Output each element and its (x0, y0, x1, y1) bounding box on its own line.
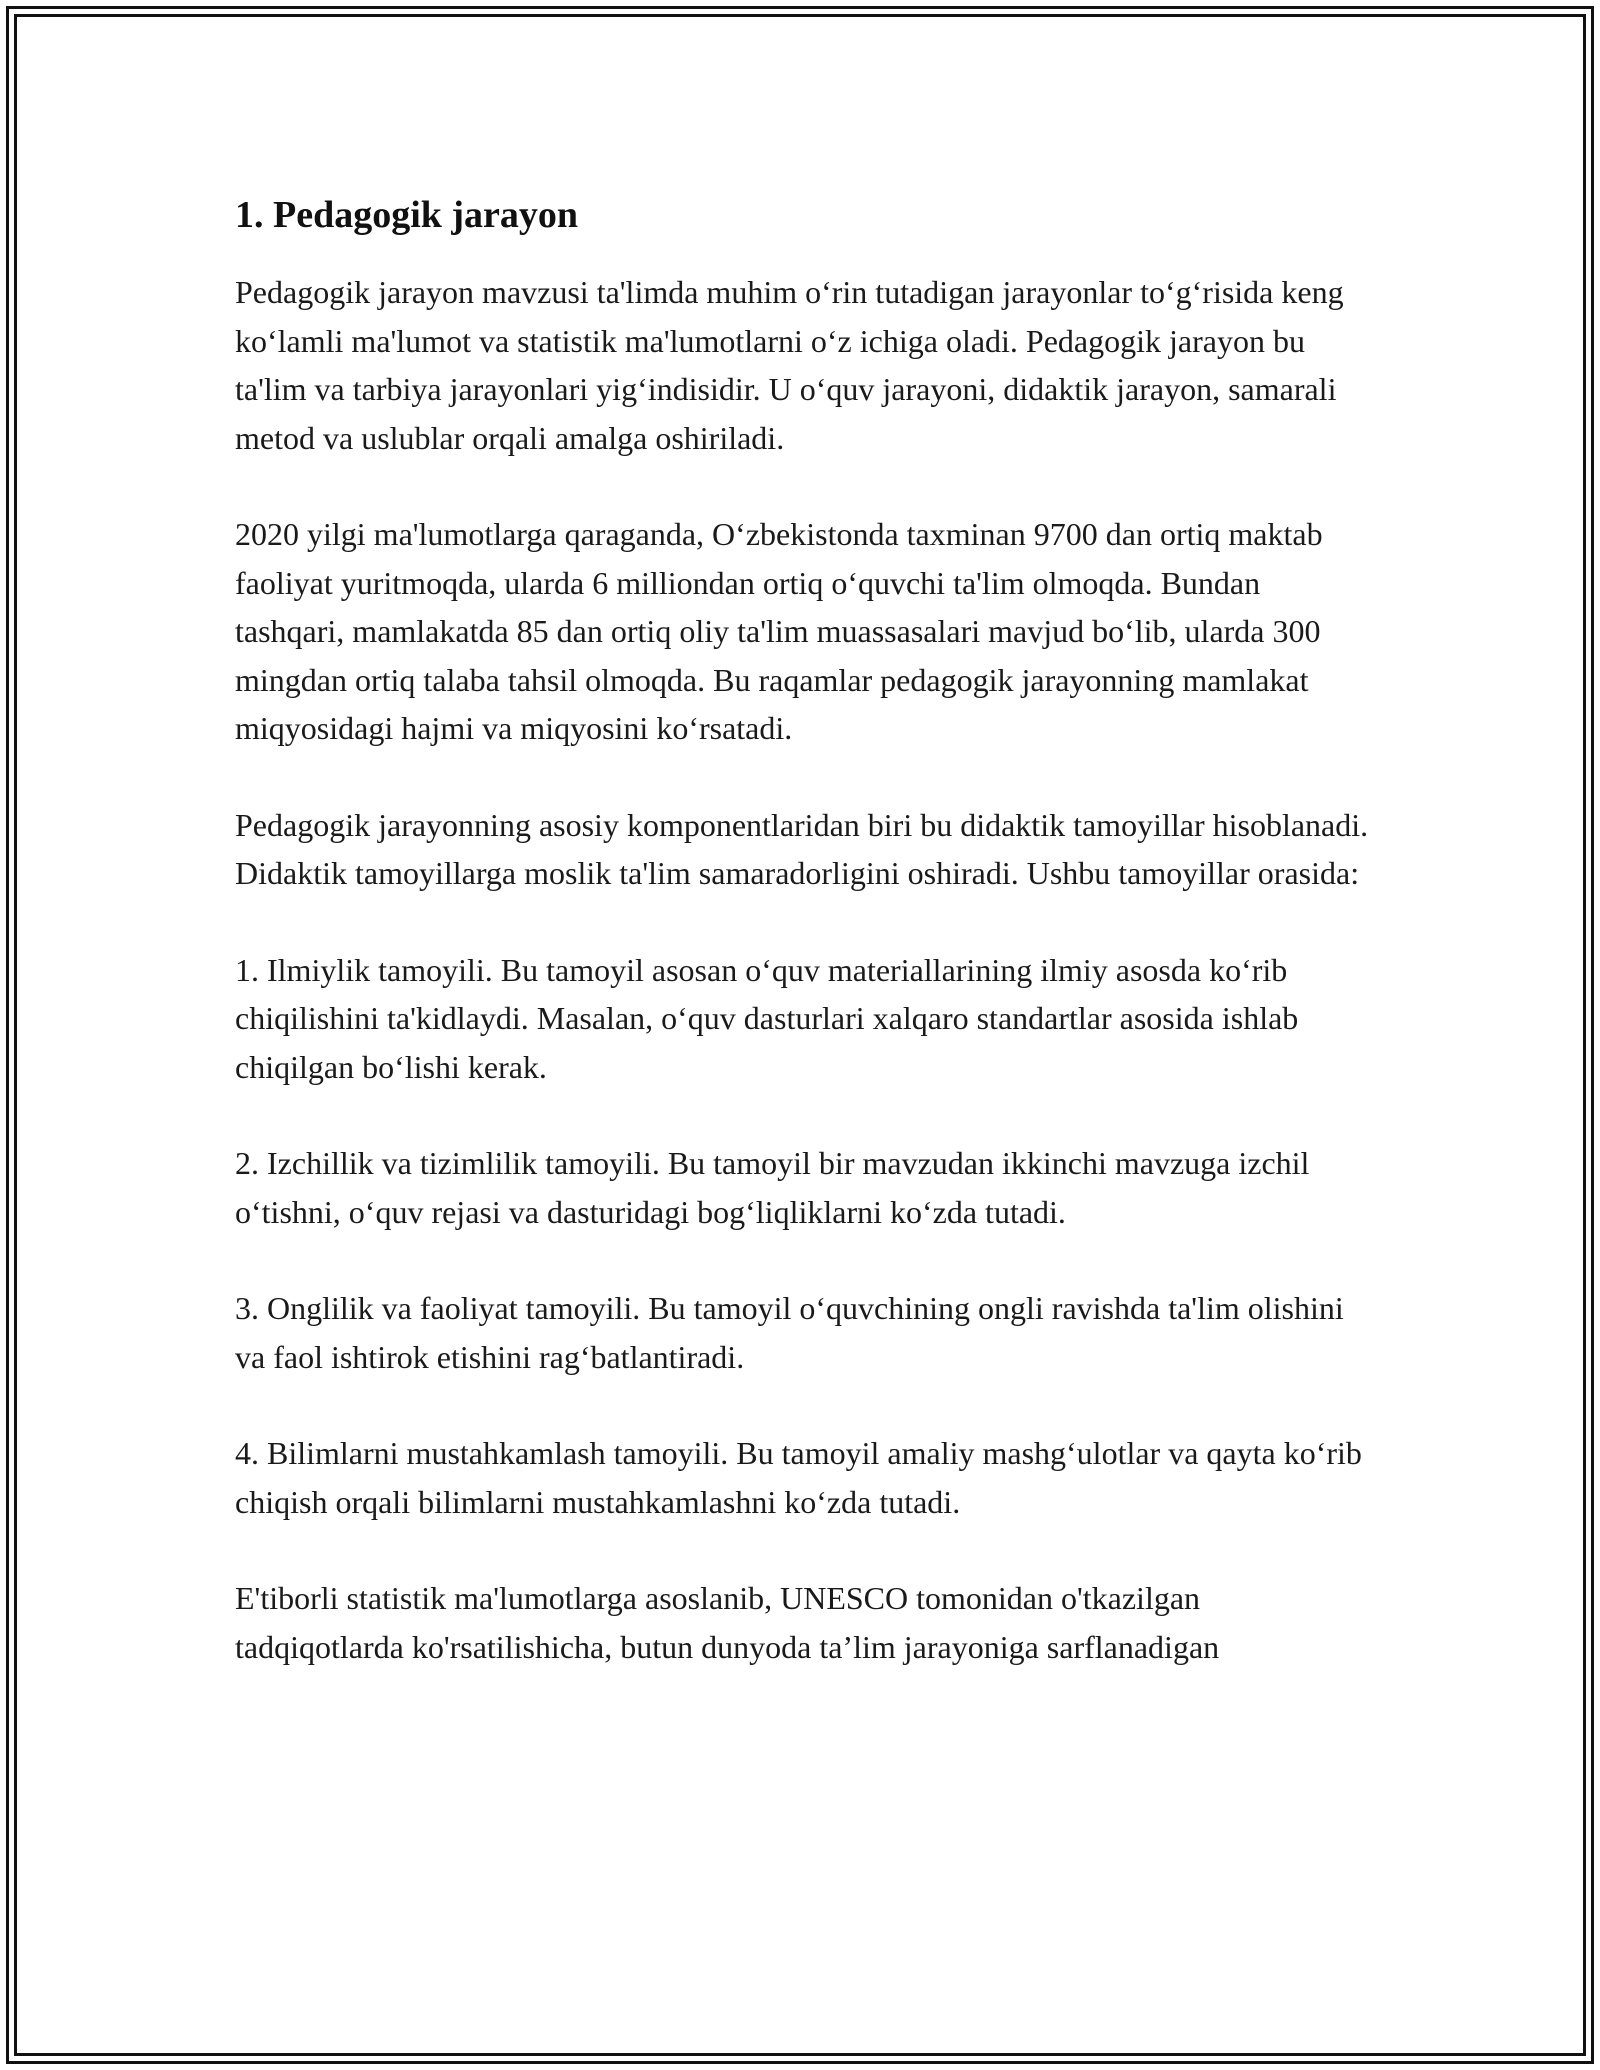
paragraph-principle-2: 2. Izchillik va tizimlilik tamoyili. Bu tamoyil bir mavzudan ikkinchi mavzuga izchil o‘tishni, o‘quv rejasi va dasturidagi bog‘liqliklarni ko‘zda tutadi. (235, 1145, 1310, 1230)
paragraph-principle-1: 1. Ilmiylik tamoyili. Bu tamoyil asosan o‘quv materiallarining ilmiy asosda ko‘rib chiqilishini ta'kidlaydi. Masalan, o‘quv dasturlari xalqaro standartlar asosida ishlab chiqilgan bo‘lishi kerak. (235, 951, 1299, 1085)
paragraph-didactic-principles: Pedagogik jarayonning asosiy komponentlaridan biri bu didaktik tamoyillar hisoblanadi. Didaktik tamoyillarga moslik ta'lim samaradorligini oshiradi. Ushbu tamoyillar orasida: (235, 806, 1369, 891)
paragraph-intro: Pedagogik jarayon mavzusi ta'limda muhim o‘rin tutadigan jarayonlar to‘g‘risida keng ko‘lamli ma'lumot va statistik ma'lumotlarni o‘z ichiga oladi. Pedagogik jarayon bu ta'lim va tarbiya jarayonlari yig‘indisidir. U o‘quv jarayoni, didaktik jarayon, samarali metod va uslublar orqali amalga oshiriladi. (235, 274, 1344, 456)
paragraph-principle-4: 4. Bilimlarni mustahkamlash tamoyili. Bu tamoyil amaliy mashg‘ulotlar va qayta ko‘rib chiqish orqali bilimlarni mustahkamlashni ko‘zda tutadi. (235, 1435, 1362, 1520)
section-title: 1. Pedagogik jarayon (235, 194, 579, 236)
paragraph-statistics: 2020 yilgi ma'lumotlarga qaraganda, O‘zbekistonda taxminan 9700 dan ortiq maktab faoliyat yuritmoqda, ularda 6 milliondan ortiq o‘quvchi ta'lim olmoqda. Bundan tashqari, mamlakatda 85 dan ortiq oliy ta'lim muassasalari mavjud bo‘lib, ularda 300 mingdan ortiq talaba tahsil olmoqda. Bu raqamlar pedagogik jarayonning mamlakat miqyosidagi hajmi va miqyosini ko‘rsatadi. (235, 516, 1323, 746)
paragraph-principle-3: 3. Onglilik va faoliyat tamoyili. Bu tamoyil o‘quvchining ongli ravishda ta'lim olishini va faol ishtirok etishini rag‘batlantiradi. (235, 1290, 1344, 1375)
document-body (235, 190, 1375, 1719)
paragraph-unesco: E'tiborli statistik ma'lumotlarga asoslanib, UNESCO tomonidan o'tkazilgan tadqiqotlarda ko'rsatilishicha, butun dunyoda ta’lim jarayoniga sarflanadigan (235, 1580, 1220, 1665)
